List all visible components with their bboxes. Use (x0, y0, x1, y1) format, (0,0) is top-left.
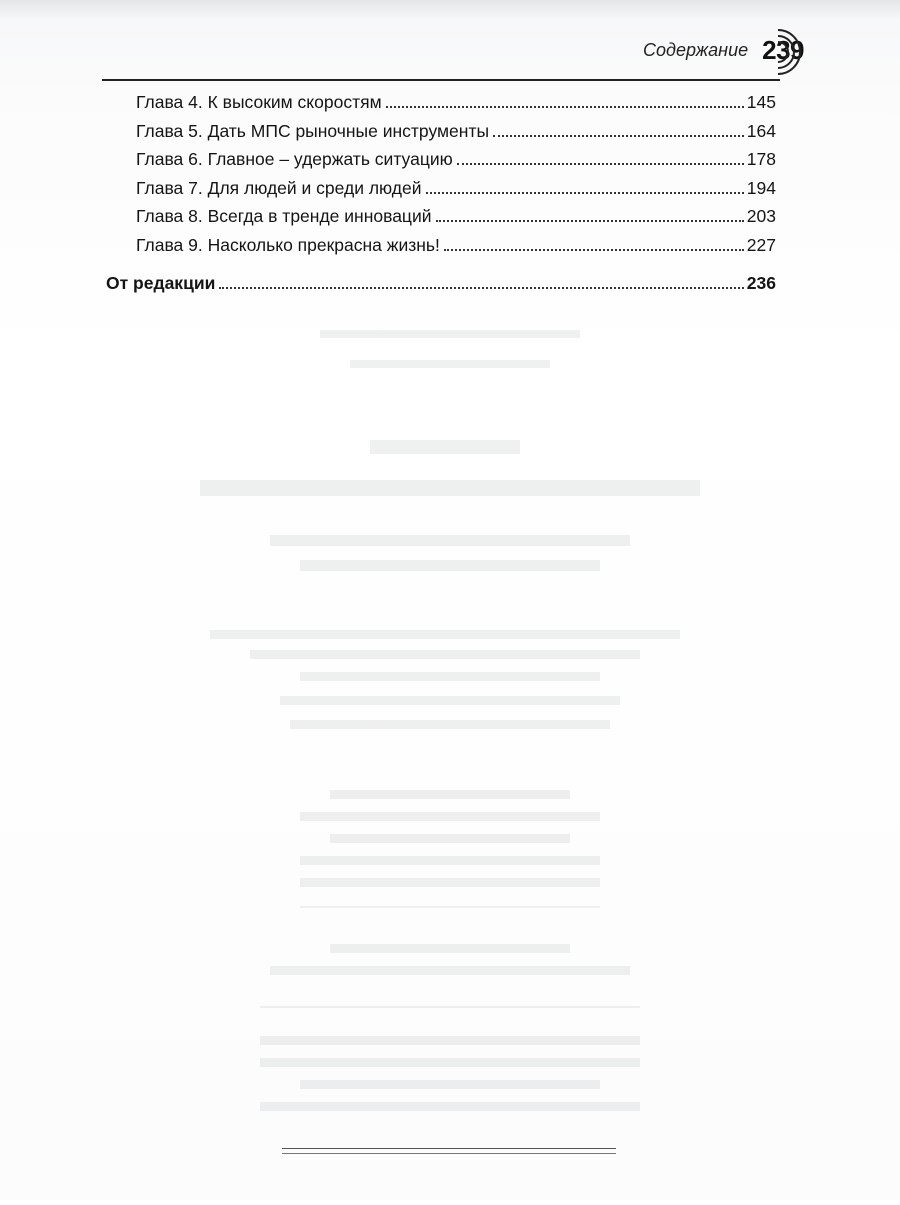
bottom-rule (282, 1148, 616, 1154)
toc-entry-chapter-6 (136, 149, 776, 178)
dot-leader (219, 287, 743, 289)
toc-entry-page: 227 (746, 234, 776, 255)
toc-entry-title: От редакции (106, 273, 216, 293)
toc-entry-chapter-5 (136, 121, 776, 150)
dot-leader (386, 106, 744, 108)
toc-entry-title: Глава 5. Дать МПС рыночные инструменты (136, 120, 490, 141)
header-rule (102, 79, 780, 81)
toc-entry-title: Глава 7. Для людей и среди людей (136, 177, 422, 198)
toc-entry-page: 203 (746, 206, 776, 226)
dot-leader (457, 163, 744, 165)
toc-entry-page: 178 (746, 149, 776, 169)
toc-entry-chapter-9 (136, 235, 776, 264)
running-title: Содержание (643, 39, 749, 60)
toc-entry-page: 236 (746, 273, 776, 293)
toc-entry-chapter-4 (136, 92, 776, 121)
dot-leader (493, 135, 744, 137)
dot-leader (426, 192, 744, 194)
toc-entry-title: Глава 8. Всегда в тренде инноваций (136, 206, 432, 226)
toc-spacer (136, 263, 776, 273)
toc-entry-editorial (106, 273, 776, 302)
toc-entry-chapter-7 (136, 178, 776, 207)
toc-entry-title: Глава 9. Насколько прекрасна жизнь! (136, 234, 440, 255)
toc-entry-chapter-8 (136, 206, 776, 235)
toc-entry-page: 164 (746, 120, 776, 141)
dot-leader (444, 249, 744, 251)
page-edge-shadow (0, 0, 900, 20)
table-of-contents (106, 92, 776, 302)
toc-entry-page: 194 (746, 177, 776, 198)
toc-entry-title: Глава 4. К высоким скоростям (136, 92, 382, 112)
toc-entry-page: 145 (746, 92, 776, 112)
toc-entry-title: Глава 6. Главное – удержать ситуацию (136, 149, 453, 169)
concentric-arcs-icon (774, 22, 810, 82)
dot-leader (436, 220, 744, 222)
page-number: 239 (762, 34, 804, 65)
